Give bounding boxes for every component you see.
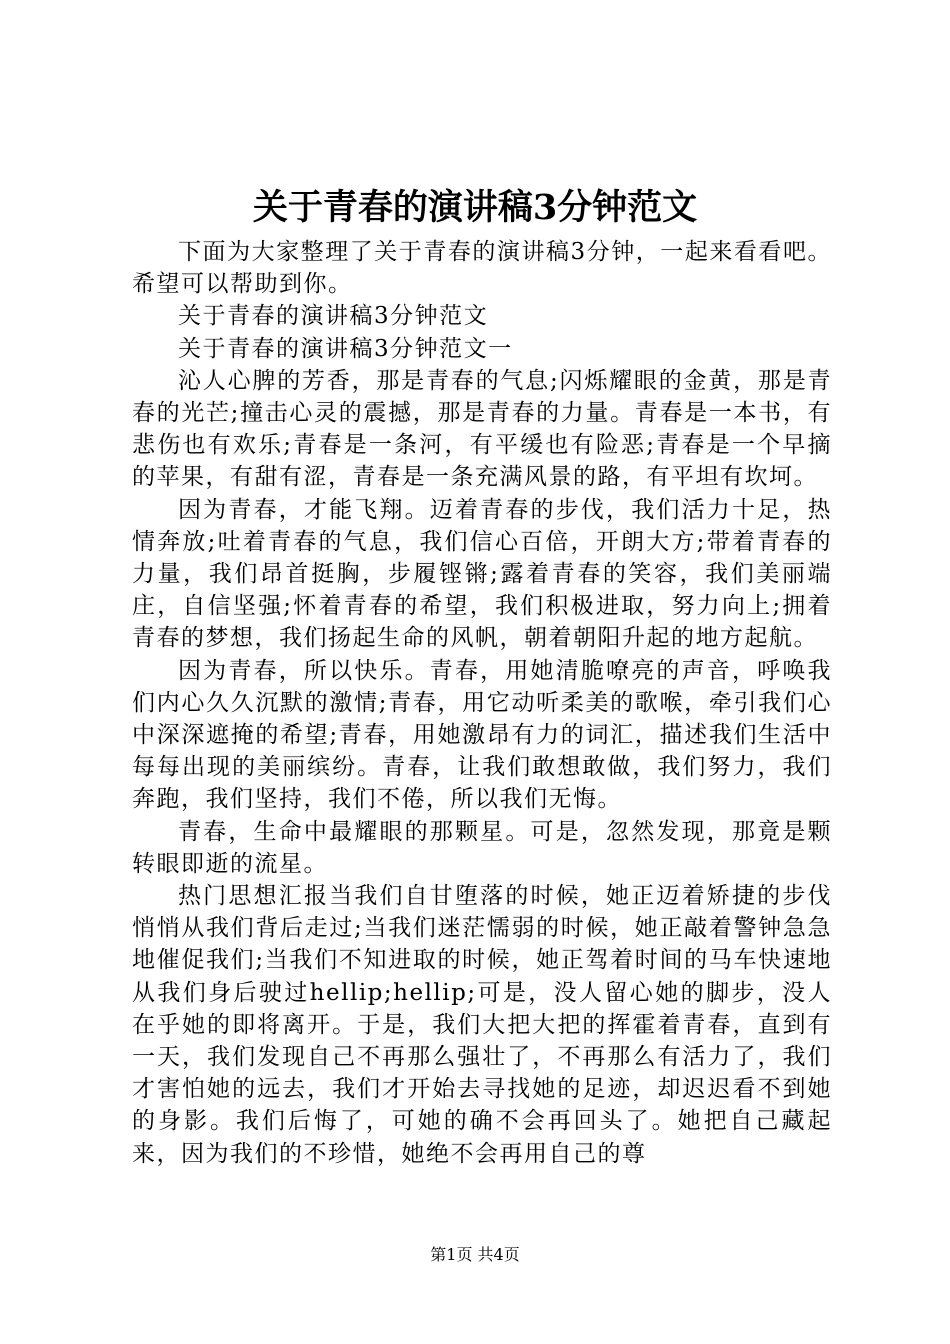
document-body: [132, 236, 832, 1170]
paragraph-intro: 下面为大家整理了关于青春的演讲稿3分钟，一起来看看吧。希望可以帮助到你。: [132, 239, 832, 298]
paragraph: 因为青春，才能飞翔。迈着青春的步伐，我们活力十足，热情奔放;吐着青春的气息，我们信心百倍，开朗大方;带着青春的力量，我们昂首挺胸，步履铿锵;露着青春的笑容，我们美丽端庄，自信坚强;怀着青春的希望，我们积极进取，努力向上;拥着青春的梦想，我们扬起生命的风帆，朝着朝阳升起的地方起航。: [132, 496, 832, 652]
paragraph-heading: 关于青春的演讲稿3分钟范文: [178, 303, 489, 330]
paragraph: 热门思想汇报当我们自甘堕落的时候，她正迈着矫捷的步伐悄悄从我们背后走过;当我们迷茫懦弱的时候，她正敲着警钟急急地催促我们;当我们不知进取的时候，她正驾着时间的马车快速地从我们身后驶过hellip;hellip;可是，没人留心她的脚步，没人在乎她的即将离开。于是，我们大把大把的挥霍着青春，直到有一天，我们发现自己不再那么强壮了，不再那么有活力了，我们才害怕她的远去，我们才开始去寻找她的足迹，却迟迟看不到她的身影。我们后悔了，可她的确不会再回头了。她把自己藏起来，因为我们的不珍惜，她绝不会再用自己的尊: [132, 883, 832, 1167]
page-footer: 第1页 共4页: [430, 1245, 520, 1264]
page-title: 关于青春的演讲稿3分钟范文: [252, 187, 698, 228]
paragraph-subheading: 关于青春的演讲稿3分钟范文一: [178, 335, 513, 362]
paragraph: 沁人心脾的芳香，那是青春的气息;闪烁耀眼的金黄，那是青春的光芒;撞击心灵的震撼，那是青春的力量。青春是一本书，有悲伤也有欢乐;青春是一条河，有平缓也有险恶;青春是一个早摘的苹果，有甜有涩，青春是一条充满风景的路，有平坦有坎坷。: [132, 367, 832, 491]
paragraph: 青春，生命中最耀眼的那颗星。可是，忽然发现，那竟是颗转眼即逝的流星。: [132, 818, 832, 877]
paragraph: 因为青春，所以快乐。青春，用她清脆嘹亮的声音，呼唤我们内心久久沉默的激情;青春，用它动听柔美的歌喉，牵引我们心中深深遮掩的希望;青春，用她激昂有力的词汇，描述我们生活中每每出现的美丽缤纷。青春，让我们敢想敢做，我们努力，我们奔跑，我们坚持，我们不倦，所以我们无悔。: [132, 657, 832, 813]
